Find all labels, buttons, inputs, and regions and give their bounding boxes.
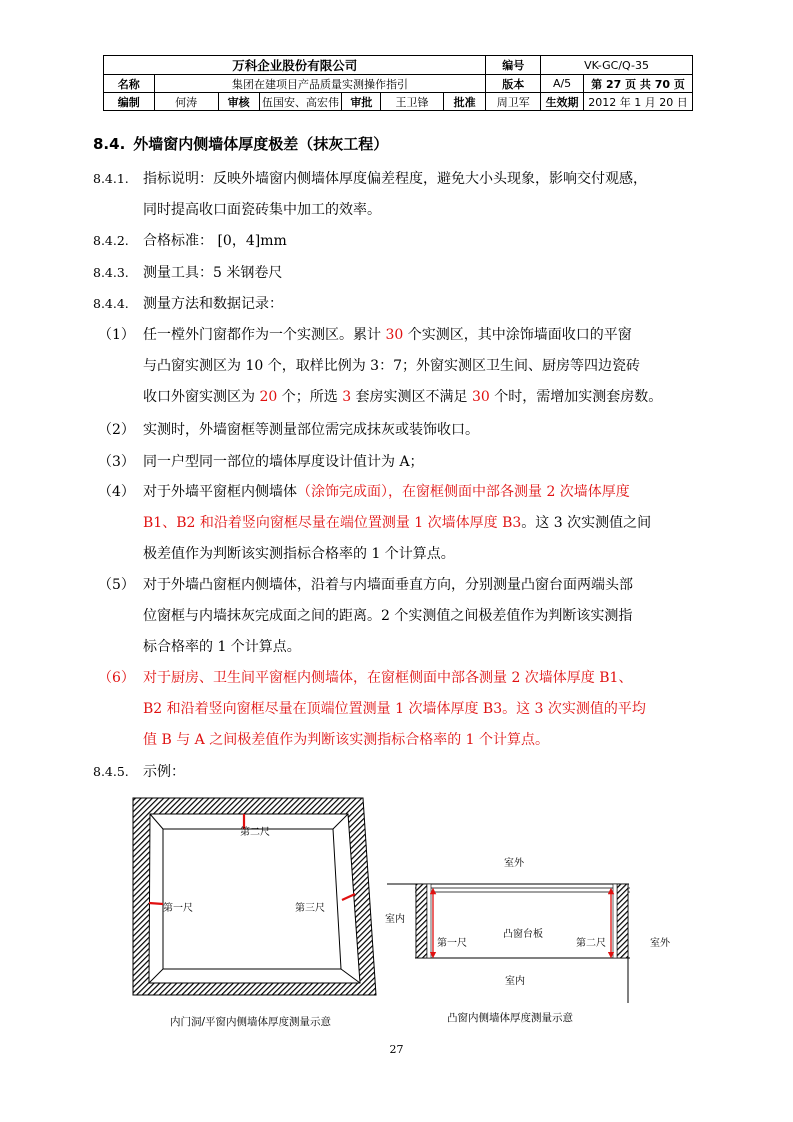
left-caption: 内门洞/平窗内侧墙体厚度测量示意 [170,1016,332,1028]
item-844-text: 测量方法和数据记录： [143,296,283,312]
para-5-line2: 位窗框与内墙抹灰完成面之间的距离。2 个实测值之间极差值作为判断该实测指 [143,608,633,624]
page-number: 27 [389,1043,404,1056]
effective-value: 2012 年 1 月 20 日 [584,93,693,111]
version-label: 版本 [486,75,541,93]
code-value: VK-GC/Q-35 [541,56,693,75]
review-value: 伍国安、高宏伟 [259,93,342,111]
para-6-line1: 对于厨房、卫生间平窗框内侧墙体，在窗框侧面中部各测量 2 次墙体厚度 B1、 [143,670,633,686]
item-number-845: 8.4.5. [93,764,129,779]
right-label-sill: 凸窗台板 [503,929,543,940]
item-number-843: 8.4.3. [93,265,129,280]
document-header-table [103,55,693,111]
para-4-line3: 极差值作为判断该实测指标合格率的 1 个计算点。 [143,546,455,562]
code-label: 编号 [486,56,541,75]
para-1-line1: 任一樘外门窗都作为一个实测区。累计 30 个实测区，其中涂饰墙面收口的平窗 [143,327,632,343]
item-841-line1: 指标说明：反映外墙窗内侧墙体厚度偏差程度，避免大小头现象，影响交付观感， [143,171,647,187]
author-label: 编制 [104,93,155,111]
right-label-inside-bottom: 室内 [505,976,525,987]
item-number-842: 8.4.2. [93,233,129,248]
review-label: 审核 [218,93,259,111]
para-4-number: （4） [98,484,135,500]
approve-value: 周卫军 [486,93,541,111]
page-info: 第 27 页 共 70 页 [584,75,693,93]
section-number: 8.4. [93,135,126,153]
para-3-text: 同一户型同一部位的墙体厚度设计值计为 A； [143,454,424,470]
left-label-top: 第二尺 [240,827,270,838]
item-number-841: 8.4.1. [93,171,129,186]
item-842-text: 合格标准： [0，4]mm [143,233,287,249]
item-841-line2: 同时提高收口面瓷砖集中加工的效率。 [143,202,381,218]
section-title: 外墙窗内侧墙体厚度极差（抹灰工程） [133,135,389,153]
author-value: 何涛 [154,93,218,111]
name-value: 集团在建项目产品质量实测操作指引 [154,75,486,93]
section-heading [93,133,388,154]
measure-mark-left [149,903,163,904]
para-1-number: （1） [98,327,135,343]
approve-label: 批准 [443,93,486,111]
para-5-number: （5） [98,577,135,593]
para-2-text: 实测时，外墙窗框等测量部位需完成抹灰或装饰收口。 [143,422,479,438]
right-label-first: 第一尺 [437,938,467,949]
para-3-number: （3） [98,454,135,470]
example-figures [0,780,793,1050]
para-6-line3: 值 B 与 A 之间极差值作为判断该实测指标合格率的 1 个计算点。 [143,732,550,748]
effective-label: 生效期 [541,93,584,111]
para-4-line2: B1、B2 和沿着竖向窗框尽量在端位置测量 1 次墙体厚度 B3。这 3 次实测值之间 [143,515,652,531]
item-845-text: 示例： [143,764,185,780]
para-6-number: （6） [98,670,135,686]
right-label-second: 第二尺 [576,938,606,949]
para-6-line2: B2 和沿着竖向窗框尽量在顶端位置测量 1 次墙体厚度 B3。这 3 次实测值的平均 [143,701,646,717]
left-label-left: 第一尺 [163,903,193,914]
para-4-line1: 对于外墙平窗框内侧墙体（涂饰完成面），在窗框侧面中部各测量 2 次墙体厚度 [143,484,630,500]
right-label-inside-left: 室内 [385,914,405,925]
para-1-line2: 与凸窗实测区为 10 个，取样比例为 3：7；外窗实测区卫生间、厨房等四边瓷砖 [143,358,640,374]
right-label-outside-top: 室外 [504,858,524,869]
para-5-line1: 对于外墙凸窗框内侧墙体，沿着与内墙面垂直方向，分别测量凸窗台面两端头部 [143,577,633,593]
version-value: A/5 [541,75,584,93]
name-label: 名称 [104,75,155,93]
audit-value: 王卫锋 [381,93,444,111]
audit-label: 审批 [342,93,381,111]
para-5-line3: 标合格率的 1 个计算点。 [143,639,301,655]
para-2-number: （2） [98,422,135,438]
company-name: 万科企业股份有限公司 [104,56,486,75]
left-label-right: 第三尺 [295,903,325,914]
item-number-844: 8.4.4. [93,296,129,311]
item-843-text: 测量工具：5 米钢卷尺 [143,265,283,281]
right-caption: 凸窗内侧墙体厚度测量示意 [447,1012,573,1024]
para-1-line3: 收口外窗实测区为 20 个；所选 3 套房实测区不满足 30 个时，需增加实测套房数。 [143,389,663,405]
right-label-outside-right: 室外 [650,938,670,949]
